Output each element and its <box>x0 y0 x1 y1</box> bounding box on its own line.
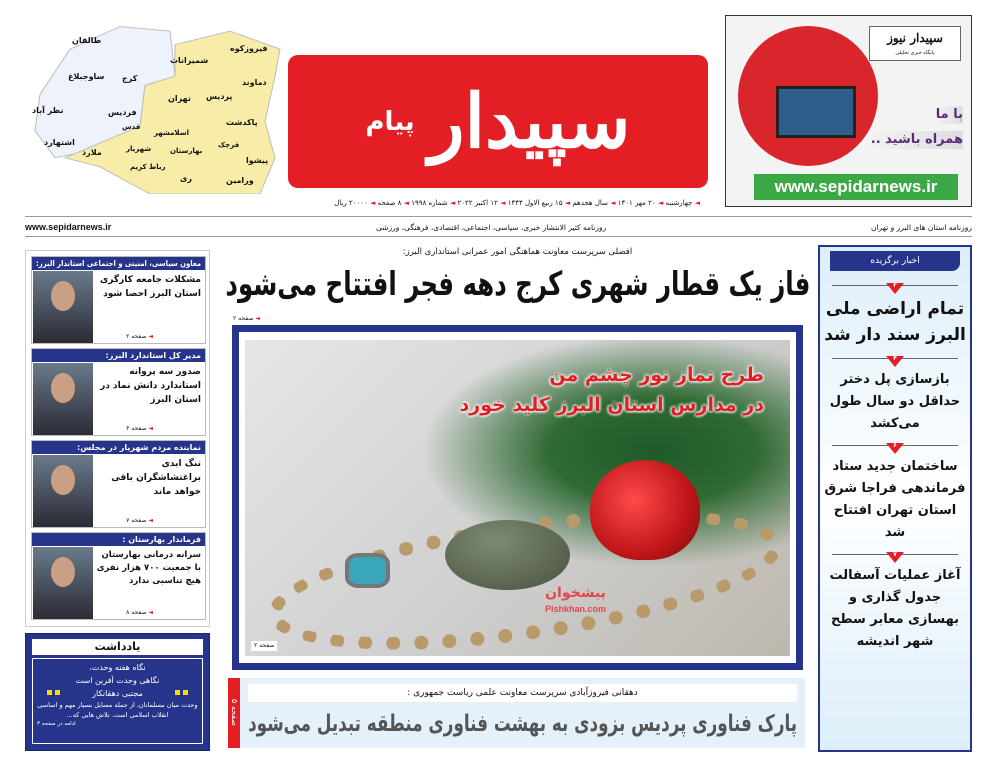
person-photo <box>33 363 93 435</box>
map-label: ری <box>180 174 192 183</box>
square-icon <box>55 690 60 695</box>
laptop-icon <box>776 86 856 138</box>
map-label: ساوجبلاغ <box>68 72 105 81</box>
divider <box>25 236 972 237</box>
person-photo <box>33 547 93 619</box>
square-icon <box>47 690 52 695</box>
person-photo <box>33 271 93 343</box>
paper-description: روزنامه کثیر الانتشار خبری، سیاسی، اجتماعی، اقتصادی، فرهنگی، ورزشی <box>375 222 607 232</box>
box-text: مشکلات جامعه کارگری استان البرز احصا شود <box>100 275 201 299</box>
note-more-link[interactable]: ادامه در صفحه ۳ <box>37 721 76 727</box>
note-title-1: نگاه هفته وحدت، <box>89 663 146 672</box>
ad-url-link[interactable]: www.sepidarnews.ir <box>754 174 958 200</box>
map-label: اشتهارد <box>44 138 75 147</box>
rose-image <box>590 460 700 560</box>
map-label: فیروزکوه <box>230 44 268 53</box>
divider <box>25 216 972 217</box>
hijri-date: ۱۵ ربیع الاول ۱۴۴۴ <box>507 199 563 207</box>
bottom-kicker: دهقانی فیروزآبادی سرپرست معاونت علمی ریاست جمهوری : <box>248 684 797 702</box>
selected-story[interactable]: تمام اراضی ملی البرز سند دار شد <box>824 299 966 345</box>
map-label: ورامین <box>226 176 254 185</box>
map-label: رباط کریم <box>130 163 166 171</box>
feature-photo-frame[interactable] <box>232 325 803 670</box>
page-ref: ◄ صفحه ۲ <box>233 315 260 323</box>
ring-image <box>345 553 390 588</box>
map-label: پردیس <box>206 92 233 101</box>
box-text: ننگ ابدی براغتشاشگران باقی خواهد ماند <box>111 459 201 497</box>
page-tab: صفحه ۵ <box>228 678 240 748</box>
gregorian-date: ۱۲ اکتبر ۲۰۲۲ <box>457 199 498 207</box>
photo-title: طرح نماز نور چشم من در مدارس استان البرز کلید خورد <box>459 364 764 416</box>
news-box[interactable] <box>31 440 206 528</box>
ad-line-1: با ما <box>935 107 963 122</box>
feature-photo <box>245 340 790 656</box>
map-label: نظر آباد <box>32 106 64 115</box>
note-header: یادداشت <box>32 639 203 655</box>
page-count: ۸ صفحه <box>377 199 402 207</box>
news-box[interactable] <box>31 348 206 436</box>
note-author: مجتبی دهقانکار <box>92 689 143 698</box>
page-marker: ۴ <box>832 358 958 359</box>
map-label: اسلامشهر <box>154 129 190 137</box>
issue-number: شماره ۱۹۹۸ <box>411 199 448 207</box>
map-label: بهارستان <box>170 147 203 155</box>
box-text: صدور سه پروانه استاندارد دانش نماد در استان البرز <box>100 367 201 405</box>
map-label: تهران <box>168 94 191 103</box>
map-label: ملارد <box>82 148 102 157</box>
page-ref: ◄ صفحه ۲ <box>126 333 153 341</box>
ad-illustration <box>738 26 878 166</box>
subtitle-row <box>25 220 972 234</box>
square-icon <box>183 690 188 695</box>
map-label: قدس <box>122 123 141 131</box>
page-marker: ۶ <box>832 445 958 446</box>
watermark: پیشخوان Pishkhan.com <box>545 585 607 614</box>
page-ref: ◄ صفحه ۷ <box>126 517 153 525</box>
masthead-logo <box>288 55 708 188</box>
selected-story[interactable]: ساختمان جدید ستاد فرماندهی فراجا شرق استان تهران افتتاح شد <box>824 459 966 540</box>
masthead-prefix: پیام <box>365 106 415 137</box>
box-header: معاون سیاسی، امنیتی و اجتماعی استاندار البرز: <box>32 257 205 270</box>
prayer-stone-image <box>445 520 570 590</box>
selected-story[interactable]: بازسازی پل دختر حداقل دو سال طول می‌کشد <box>829 372 961 431</box>
page-ref: ◄ صفحه ۸ <box>126 609 153 617</box>
selected-news-column <box>818 245 972 752</box>
year-of-publication: سال هجدهم <box>572 199 608 207</box>
person-photo <box>33 455 93 527</box>
note-title-2: نگاهی وحدت آفرین است <box>75 676 160 685</box>
left-column <box>25 250 210 627</box>
map-label: طالقان <box>72 36 102 45</box>
tehran-province-map <box>30 22 288 194</box>
square-icon <box>175 690 180 695</box>
box-header: مدیر کل استاندارد البرز: <box>32 349 205 362</box>
box-header: نماینده مردم شهریار در مجلس: <box>32 441 205 454</box>
news-box[interactable] <box>31 532 206 620</box>
box-text: سرانه درمانی بهارستان با جمعیت ۷۰۰ هزار نفری هیچ تناسبی ندارد <box>96 550 201 586</box>
map-label: پاکدشت <box>226 118 258 127</box>
column-header: اخبار برگزیده <box>830 251 960 271</box>
bottom-headline: پارک فناوری پردیس بزودی به بهشت فناوری منطقه تبدیل می‌شود <box>248 711 797 737</box>
page-marker: ۲ <box>832 285 958 286</box>
headline-kicker: افضلی سرپرست معاونت هماهنگی امور عمرانی استانداری البرز: <box>402 247 633 257</box>
ad-line-2: همراه باشید .. <box>870 132 963 147</box>
box-header: فرماندار بهارستان : <box>32 533 205 546</box>
note-body: وحدت میان مسلمانان، از جمله مسایل بسیار مهم و اساسی انقلاب اسلامی است. تلاش هایی که... <box>37 701 198 719</box>
dateline: ◄ چهارشنبه ◄ ۲۰ مهر ۱۴۰۱ ◄ سال هجدهم ◄ ۱۵ ربیع الاول ۱۴۴۴ ◄ ۱۲ اکتبر ۲۰۲۲ ◄ شماره ۱۹۹۸ ◄ ۸ صفحه ◄ ۲۰۰۰۰ ریال <box>334 199 700 207</box>
editorial-note[interactable] <box>25 633 210 751</box>
map-label: قرچک <box>218 141 240 149</box>
news-box[interactable] <box>31 256 206 344</box>
paper-region: روزنامه استان های البرز و تهران <box>870 222 972 232</box>
map-label: شمیرانات <box>170 56 209 65</box>
persian-date: ۲۰ مهر ۱۴۰۱ <box>617 199 656 207</box>
selected-story[interactable]: آغاز عملیات آسفالت جدول گذاری و بهسازی معابر سطح شهر اندیشه <box>829 568 961 649</box>
page-ref: صفحه ۲ <box>251 641 277 651</box>
website-link[interactable]: www.sepidarnews.ir <box>25 222 112 232</box>
map-label: پیشوا <box>246 156 269 165</box>
map-label: کرج <box>122 74 138 83</box>
main-headline[interactable]: فاز یک قطار شهری کرج دهه فجر افتتاح می‌شود <box>225 264 810 303</box>
map-label: دماوند <box>242 78 267 87</box>
price: ۲۰۰۰۰ ریال <box>334 199 368 207</box>
map-label: فردیس <box>108 108 137 117</box>
sepidarnews-ad[interactable] <box>725 15 972 207</box>
ad-logo: سپیدار نیوز پایگاه خبری تحلیلی <box>869 26 961 61</box>
bottom-story[interactable] <box>228 678 805 748</box>
masthead-name: سپیدار <box>428 78 631 165</box>
page-ref: ◄ صفحه ۳ <box>126 425 153 433</box>
page-marker: ۷ <box>832 554 958 555</box>
weekday: چهارشنبه <box>665 199 693 207</box>
map-label: شهریار <box>126 145 152 153</box>
